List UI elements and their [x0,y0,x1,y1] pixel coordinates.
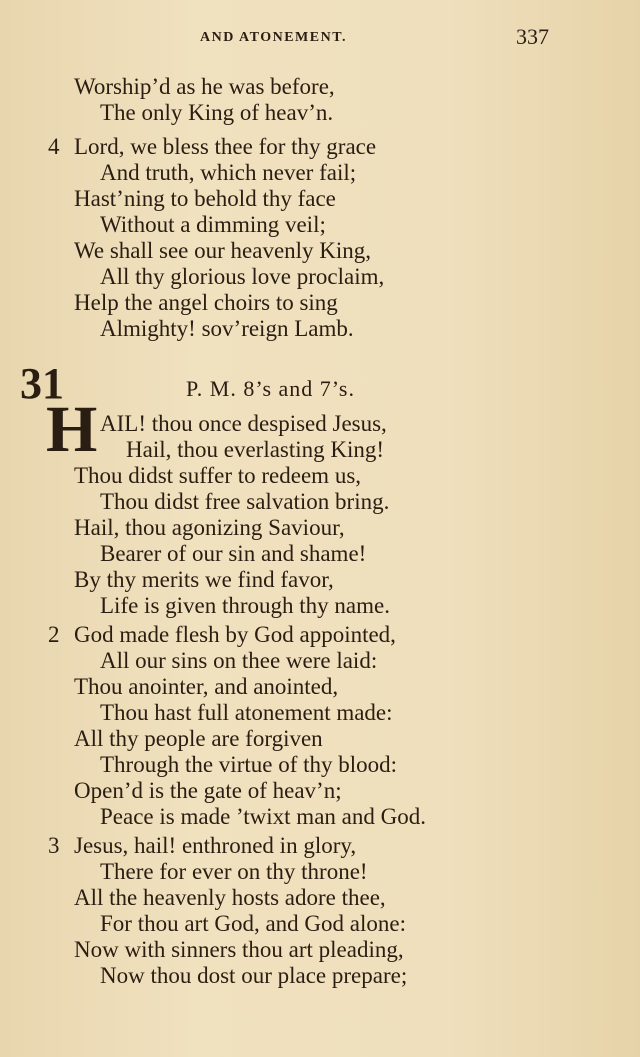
verse-line: Lord, we bless thee for thy grace [74,134,377,159]
stanza-number: 3 [48,833,60,858]
verse-line: All our sins on thee were laid: [100,648,378,673]
verse-line: Without a dimming veil; [100,212,326,237]
verse-line: Peace is made ’twixt man and God. [100,804,426,829]
verse-line: God made flesh by God appointed, [74,622,396,647]
stanza-number: 4 [48,134,60,159]
hymn-number: 31 [20,359,64,408]
verse-line: For thou art God, and God alone: [100,911,406,936]
verse-line: AIL! thou once despised Jesus, [100,411,387,436]
verse-line: Thou anointer, and anointed, [74,674,339,699]
verse-line: All the heavenly hosts adore thee, [74,885,386,910]
verse-line: Hail, thou agonizing Saviour, [74,515,345,540]
verse-line: By thy merits we find favor, [74,567,334,592]
verse-line: Through the virtue of thy blood: [100,752,398,777]
verse-line: Almighty! sov’reign Lamb. [100,316,354,341]
verse-line: Jesus, hail! enthroned in glory, [74,833,357,858]
verse-line: Open’d is the gate of heav’n; [74,778,342,803]
verse-line: Bearer of our sin and shame! [100,541,367,566]
verse-line: Thou hast full atonement made: [100,700,393,725]
verse-line: The only King of heav’n. [100,100,334,125]
verse-line: Worship’d as he was before, [74,74,335,99]
verse-line: Life is given through thy name. [100,593,390,618]
stanza-number: 2 [48,622,60,647]
verse-line: We shall see our heavenly King, [74,238,372,263]
verse-line: And truth, which never fail; [100,160,357,185]
hymn-meter: P. M. 8’s and 7’s. [186,376,355,401]
verse-line: There for ever on thy throne! [100,859,368,884]
verse-line: Help the angel choirs to sing [74,290,338,315]
verse-line: Thou didst free salvation bring. [100,489,390,514]
verse-line: Now with sinners thou art pleading, [74,937,404,962]
verse-line: Hast’ning to behold thy face [74,186,336,211]
verse-line: Thou didst suffer to redeem us, [74,463,362,488]
running-head: AND ATONEMENT. [200,30,348,45]
verse-line: All thy glorious love proclaim, [100,264,385,289]
page-number: 337 [516,24,549,49]
verse-line: All thy people are forgiven [74,726,323,751]
verse-line: Hail, thou everlasting King! [126,437,385,462]
drop-cap: H [46,393,98,466]
verse-line: Now thou dost our place prepare; [100,963,408,988]
